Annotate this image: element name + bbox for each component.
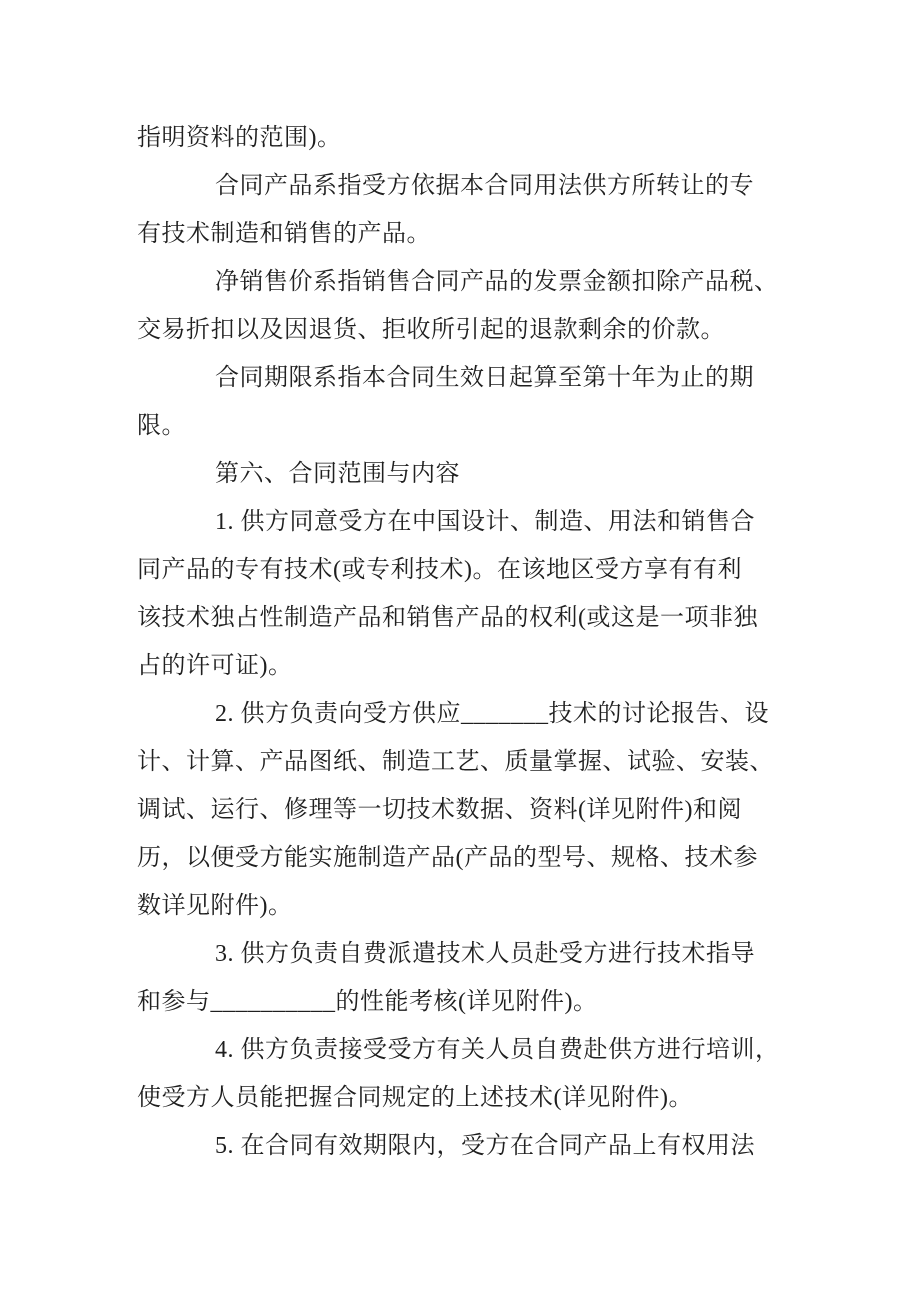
- text-line: 指明资料的范围)。: [137, 125, 342, 151]
- clause-line: 1. 供方同意受方在中国设计、制造、用法和销售合: [215, 509, 755, 535]
- clause-line: 3. 供方负责自费派遣技术人员赴受方进行技术指导: [215, 941, 755, 967]
- text-line: 和参与__________的性能考核(详见附件)。: [137, 989, 598, 1015]
- clause-line: 4. 供方负责接受受方有关人员自费赴供方进行培训，: [215, 1037, 780, 1063]
- text-line: 净销售价系指销售合同产品的发票金额扣除产品税、: [215, 269, 779, 295]
- text-line: 有技术制造和销售的产品。: [137, 221, 431, 247]
- text-line: 历，以便受方能实施制造产品(产品的型号、规格、技术参: [137, 845, 758, 871]
- text-line: 合同产品系指受方依据本合同用法供方所转让的专: [215, 173, 754, 199]
- document-text-block: [137, 114, 792, 1170]
- text-line: 该技术独占性制造产品和销售产品的权利(或这是一项非独: [137, 605, 758, 631]
- text-line: 交易折扣以及因退货、拒收所引起的退款剩余的价款。: [137, 317, 725, 343]
- text-line: 数详见附件)。: [137, 893, 293, 919]
- clause-line: 5. 在合同有效期限内，受方在合同产品上有权用法: [215, 1133, 755, 1159]
- text-line: 调试、运行、修理等一切技术数据、资料(详见附件)和阅: [137, 797, 742, 823]
- text-line: 限。: [137, 413, 186, 439]
- clause-line: 2. 供方负责向受方供应_______技术的讨论报告、设: [215, 701, 769, 727]
- text-line: 计、计算、产品图纸、制造工艺、质量掌握、试验、安装、: [137, 749, 774, 775]
- section-heading: 第六、合同范围与内容: [215, 461, 460, 487]
- text-line: 合同期限系指本合同生效日起算至第十年为止的期: [215, 365, 754, 391]
- text-line: 使受方人员能把握合同规定的上述技术(详见附件)。: [137, 1085, 693, 1111]
- text-line: 占的许可证)。: [137, 653, 293, 679]
- text-line: 同产品的专有技术(或专利技术)。在该地区受方享有有利: [137, 557, 742, 583]
